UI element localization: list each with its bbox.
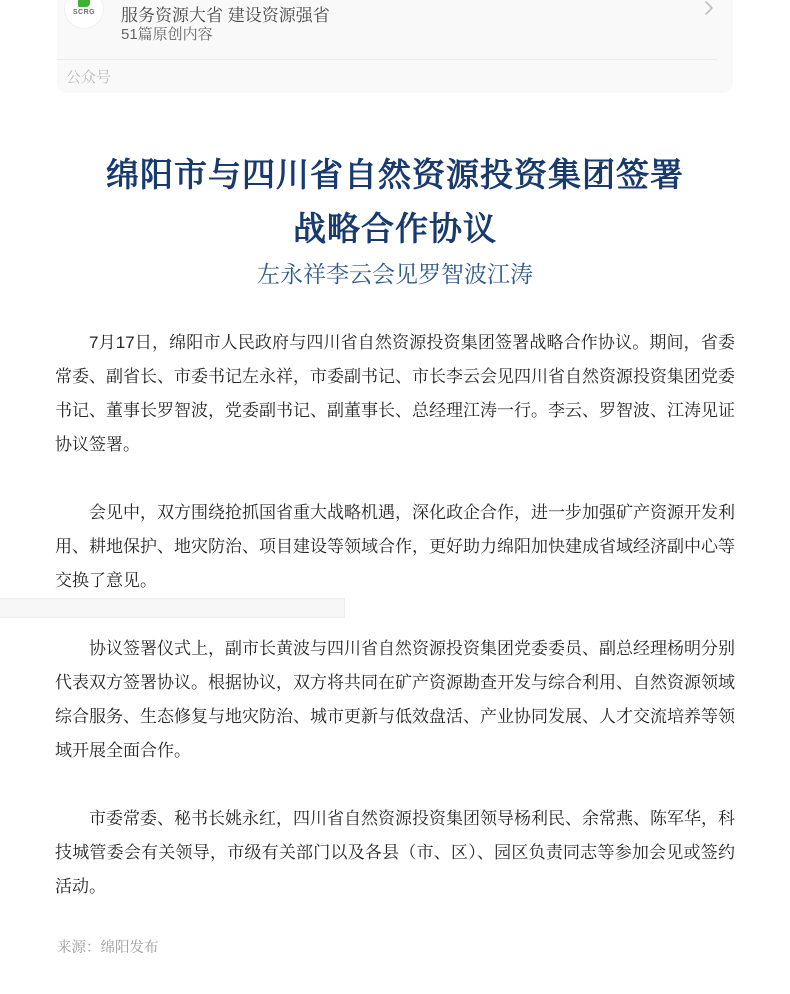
card-divider xyxy=(57,59,717,60)
article-title-line1: 绵阳市与四川省自然资源投资集团签署 xyxy=(106,156,684,193)
account-type-label: 公众号 xyxy=(66,69,112,86)
article-subtitle: 左永祥李云会见罗智波江涛 xyxy=(257,262,533,288)
tooltip-remnant xyxy=(0,598,345,618)
paragraph: 市委常委、秘书长姚永红，四川省自然资源投资集团领导杨利民、余常燕、陈军华，科技城管委会有关领导，市级有关部门以及各县（市、区）、园区负责同志等参加会见或签约活动。 xyxy=(55,809,735,896)
paragraph: 会见中，双方围绕抢抓国省重大战略机遇，深化政企合作，进一步加强矿产资源开发利用、耕地保护、地灾防治、项目建设等领域合作，更好助力绵阳加快建成省域经济副中心等交换了意见。 xyxy=(55,503,735,590)
chevron-right-icon[interactable] xyxy=(701,0,717,16)
account-logo-text: SCRG xyxy=(72,9,96,16)
article-title xyxy=(55,148,735,256)
source-label: 来源：绵阳发布 xyxy=(57,940,159,956)
avatar xyxy=(65,0,103,28)
official-account-card[interactable] xyxy=(57,0,733,93)
article-title-line2: 战略合作协议 xyxy=(293,210,497,247)
paragraph: 7月17日，绵阳市人民政府与四川省自然资源投资集团签署战略合作协议。期间，省委常委、副省长、市委书记左永祥，市委副书记、市长李云会见四川省自然资源投资集团党委书记、董事长罗智波，党委副书记、副董事长、总经理江涛一行。李云、罗智波、江涛见证协议签署。 xyxy=(55,333,735,454)
original-content-count: 51篇原创内容 xyxy=(121,26,213,43)
paragraph: 协议签署仪式上，副市长黄波与四川省自然资源投资集团党委委员、副总经理杨明分别代表双方签署协议。根据协议，双方将共同在矿产资源勘查开发与综合利用、自然资源领域综合服务、生态修复与地灾防治、城市更新与低效盘活、产业协同发展、人才交流培养等领域开展全面合作。 xyxy=(55,639,735,760)
account-logo-icon xyxy=(78,0,90,7)
account-name: 服务资源大省 建设资源强省 xyxy=(121,6,330,25)
